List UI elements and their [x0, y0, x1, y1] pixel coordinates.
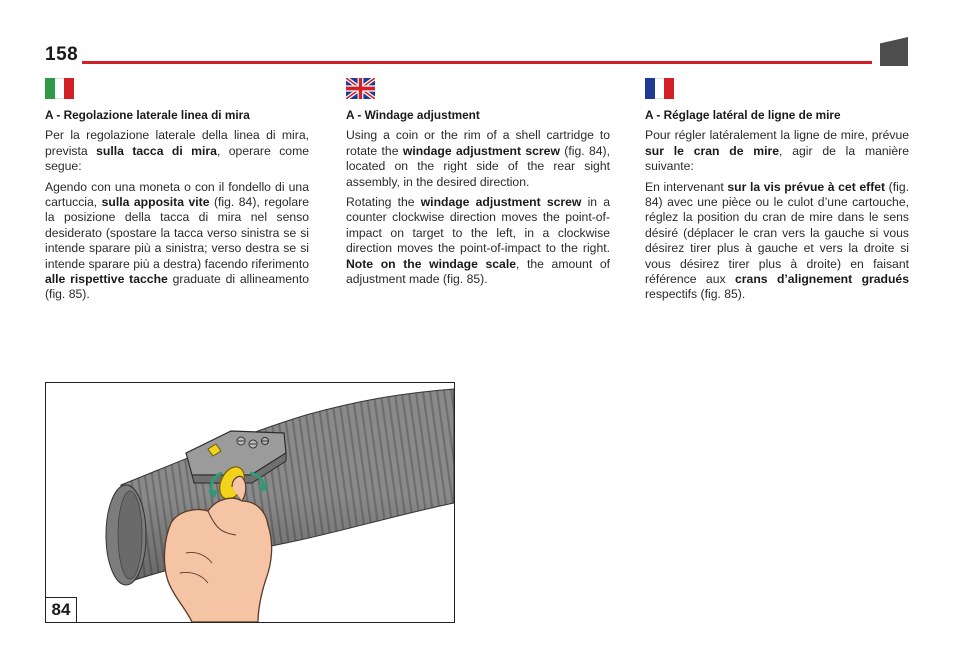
emphasis-text: sur la vis prévue à cet effet — [727, 179, 886, 194]
french-heading: A - Réglage latéral de ligne de mire — [645, 108, 841, 122]
english-paragraph-1 — [346, 128, 610, 190]
body-text: respectifs (fig. 85). — [645, 287, 746, 302]
body-text: Using a coin or the rim of a shell cartridge to rotate the — [346, 128, 610, 158]
body-text: , agir de la manière suivante: — [645, 143, 909, 174]
figure-84 — [45, 382, 455, 623]
body-text: (fig. 84), located on the right side of the rear sight assembly, in the desired direction. — [346, 143, 611, 189]
body-text: Pour régler latéralement la ligne de mire, prévue — [645, 128, 909, 143]
body-text: in a counter clockwise direction moves the point-of-impact on target to the left, in a clockwise direction moves the point-of-impact to the right. — [346, 195, 611, 256]
english-paragraph-2 — [346, 195, 610, 287]
france-flag-icon — [645, 78, 674, 99]
emphasis-text: sulla tacca di mira — [96, 143, 217, 158]
italy-flag-icon — [45, 78, 74, 99]
emphasis-text: crans d’alignement gradués — [735, 272, 909, 287]
figure-number: 84 — [46, 597, 77, 622]
body-text: (fig. 84), regolare la posizione della tacca di mira nel senso desiderato (spostare la tacca verso sinistra se si intende sparare più a sinistra; verso destra se si intende sparare più a destra) facendo riferimento — [45, 195, 309, 271]
body-text: Agendo con una moneta o con il fondello di una cartuccia, — [45, 179, 309, 210]
corner-tab-icon — [880, 37, 908, 66]
emphasis-text: windage adjustment screw — [402, 143, 560, 158]
emphasis-text: Note on the windage scale — [346, 256, 516, 271]
body-text: Per la regolazione laterale della linea di mira, prevista — [45, 128, 309, 158]
italian-paragraph-2 — [45, 180, 309, 303]
italian-heading: A - Regolazione laterale linea di mira — [45, 108, 250, 122]
italian-paragraph-1 — [45, 128, 309, 174]
body-text: Rotating the — [346, 195, 421, 210]
body-text: En intervenant — [645, 179, 728, 194]
page-number: 158 — [45, 44, 79, 65]
body-text: , operare come segue: — [45, 143, 309, 174]
emphasis-text: windage adjustment screw — [420, 195, 582, 210]
header-rule — [82, 61, 872, 64]
french-paragraph-2 — [645, 180, 909, 303]
italian-column — [45, 78, 309, 308]
body-text: graduate di allineamento (fig. 85). — [45, 272, 309, 302]
french-column — [645, 78, 909, 308]
body-text: (fig. 84) avec une pièce ou le culot d’une cartouche, réglez la position du cran de mire dans le sens désiré (déplacer le cran vers la gauche si vous désirez tirer plus à gauche et vers la droite si vous désirez tirer plus à droite) en faisant référence aux — [645, 179, 909, 287]
emphasis-text: sulla apposita vite — [101, 195, 210, 210]
uk-flag-icon — [346, 78, 375, 99]
emphasis-text: alle rispettive tacche — [45, 272, 168, 287]
french-paragraph-1 — [645, 128, 909, 174]
windage-adjustment-illustration — [46, 383, 454, 622]
emphasis-text: sur le cran de mire — [645, 143, 780, 158]
body-text: , the amount of adjustment made (fig. 85). — [346, 256, 610, 287]
english-column — [346, 78, 610, 292]
english-heading: A - Windage adjustment — [346, 108, 480, 122]
